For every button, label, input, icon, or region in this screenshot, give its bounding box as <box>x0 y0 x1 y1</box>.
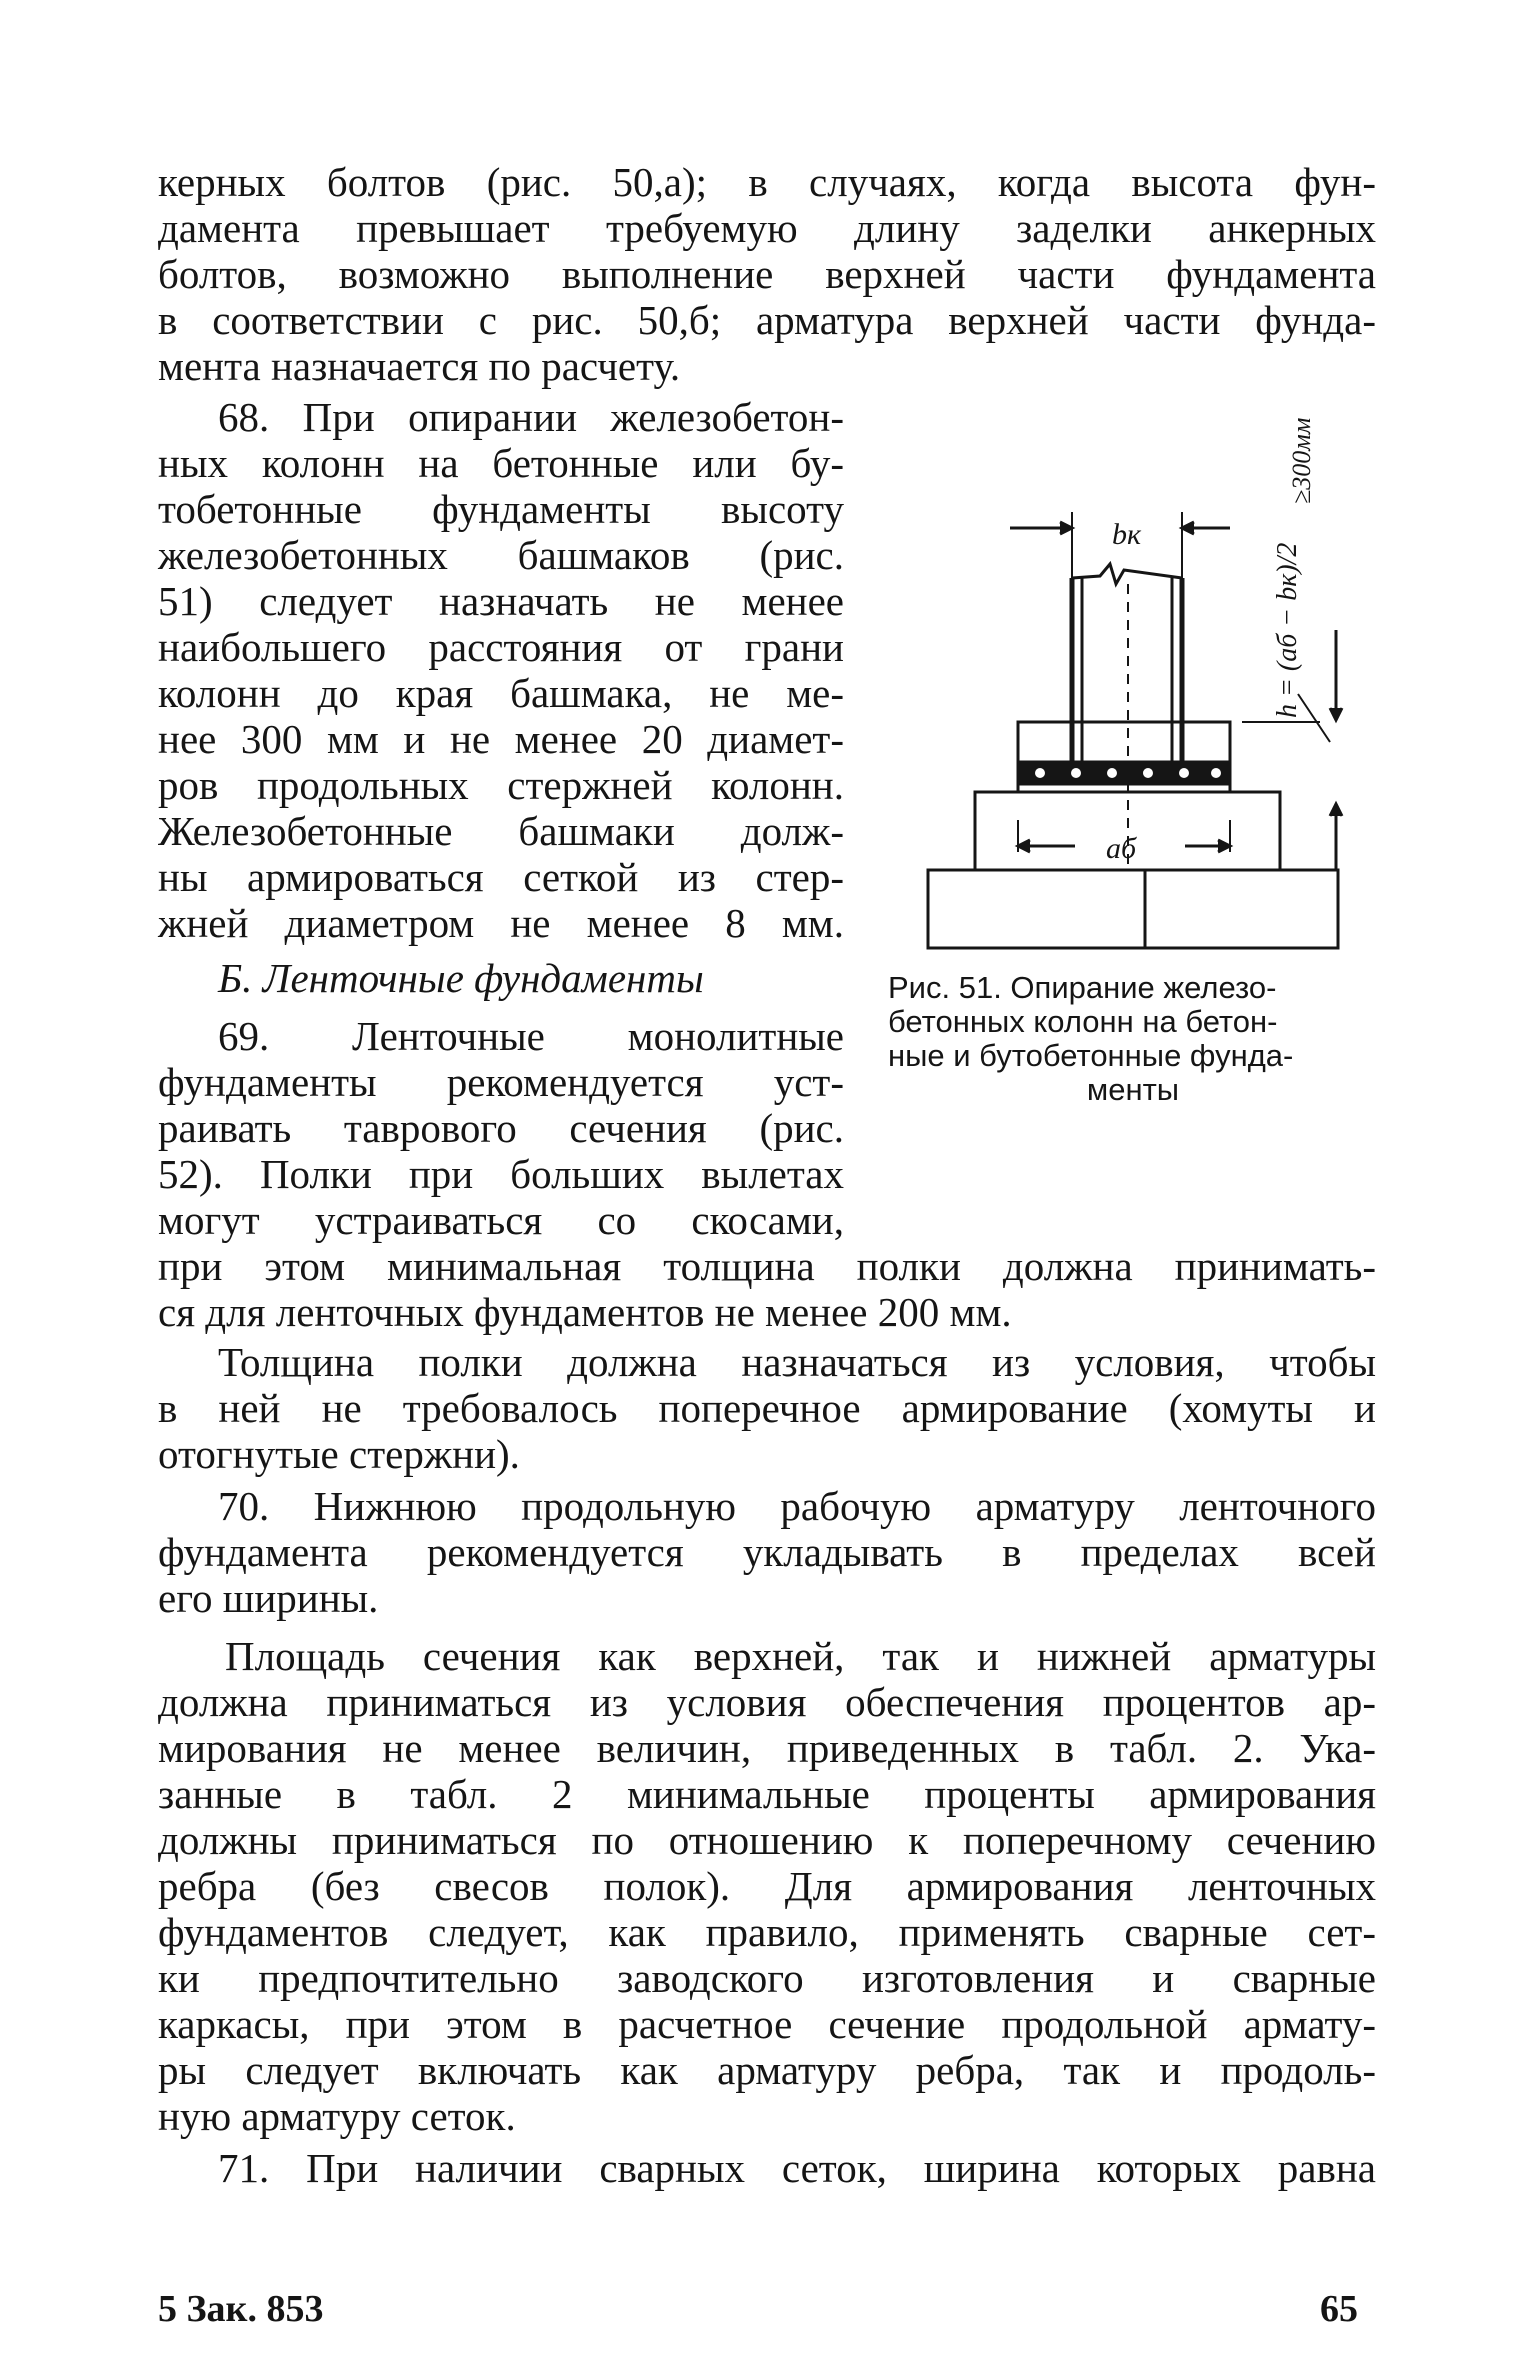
text-line: мента назначается по расчету. <box>158 343 681 389</box>
label-bk: bк <box>1112 518 1142 551</box>
caption-line: Рис. 51. Опирание железо- <box>888 970 1277 1005</box>
text-line: отогнутые стержни). <box>158 1431 520 1477</box>
text-line: фундаменты рекомендуется уст- <box>158 1059 844 1105</box>
text-line: ную арматуру сеток. <box>158 2093 516 2139</box>
caption-line: бетонных колонн на бетон- <box>888 1004 1278 1039</box>
reinforcement-mesh <box>1020 762 1230 784</box>
text-line: 69. Ленточные монолитные <box>218 1013 844 1059</box>
text-line: ся для ленточных фундаментов не менее 200 мм. <box>158 1289 1012 1335</box>
text-line: его ширины. <box>158 1575 379 1621</box>
text-line: 71. При наличии сварных сеток, ширина которых равна <box>218 2145 1376 2191</box>
label-300mm: ≥300мм <box>1287 417 1316 504</box>
text-line: ребра (без свесов полок). Для армирования ленточных <box>158 1863 1376 1909</box>
text-line: мирования не менее величин, приведенных в табл. 2. Ука- <box>158 1725 1376 1771</box>
foundation-diagram <box>900 400 1370 960</box>
text-line: 51) следует назначать не менее <box>158 578 844 624</box>
footer-signature: 5 Зак. 853 <box>158 2288 324 2330</box>
text-line: колонн до края башмака, не ме- <box>158 670 844 716</box>
text-line: Железобетонные башмаки долж- <box>158 808 844 854</box>
text-line: жней диаметром не менее 8 мм. <box>158 900 844 946</box>
text-line: должна приниматься из условия обеспечения процентов ар- <box>158 1679 1376 1725</box>
text-line: 70. Нижнюю продольную рабочую арматуру ленточного <box>218 1483 1376 1529</box>
text-line: Площадь сечения как верхней, так и нижней арматуры <box>225 1633 1376 1679</box>
text-line: в ней не требовалось поперечное армирование (хомуты и <box>158 1385 1376 1431</box>
lower-plinth <box>928 870 1338 948</box>
text-line: железобетонных башмаков (рис. <box>158 532 844 578</box>
text-line: раивать таврового сечения (рис. <box>158 1105 844 1151</box>
text-line: могут устраиваться со скосами, <box>158 1197 844 1243</box>
label-ab: aб <box>1106 832 1137 865</box>
text-line: 52). Полки при больших вылетах <box>158 1151 844 1197</box>
text-line: ров продольных стержней колонн. <box>158 762 844 808</box>
text-line: фундамента рекомендуется укладывать в пределах всей <box>158 1529 1376 1575</box>
text-line: ки предпочтительно заводского изготовления и сварные <box>158 1955 1376 2001</box>
caption-line: ные и бутобетонные фунда- <box>888 1038 1294 1073</box>
text-line: 68. При опирании железобетон- <box>218 394 844 440</box>
figure-51 <box>900 400 1370 960</box>
caption-line: менты <box>1086 1072 1180 1107</box>
text-line: Толщина полки должна назначаться из условия, чтобы <box>218 1339 1376 1385</box>
text-line: занные в табл. 2 минимальные проценты армирования <box>158 1771 1376 1817</box>
text-line: керных болтов (рис. 50,а); в случаях, когда высота фун- <box>158 159 1376 205</box>
text-line: дамента превышает требуемую длину заделки анкерных <box>158 205 1376 251</box>
page-number: 65 <box>1320 2288 1358 2330</box>
text-line: каркасы, при этом в расчетное сечение продольной армату- <box>158 2001 1376 2047</box>
text-line: тобетонные фундаменты высоту <box>158 486 844 532</box>
text-line: при этом минимальная толщина полки должна принимать- <box>158 1243 1376 1289</box>
text-line: нее 300 мм и не менее 20 диамет- <box>158 716 844 762</box>
label-h-formula: h = (aб − bк)/2 <box>1272 542 1303 718</box>
text-line: болтов, возможно выполнение верхней части фундамента <box>158 251 1376 297</box>
text-line: ры следует включать как арматуру ребра, так и продоль- <box>158 2047 1376 2093</box>
text-line: наибольшего расстояния от грани <box>158 624 844 670</box>
section-heading: Б. Ленточные фундаменты <box>218 955 704 1001</box>
text-line: в соответствии с рис. 50,б; арматура верхней части фунда- <box>158 297 1376 343</box>
text-line: фундаментов следует, как правило, применять сварные сет- <box>158 1909 1376 1955</box>
text-line: ны армироваться сеткой из стер- <box>158 854 844 900</box>
text-line: должны приниматься по отношению к поперечному сечению <box>158 1817 1376 1863</box>
text-line: ных колонн на бетонные или бу- <box>158 440 844 486</box>
